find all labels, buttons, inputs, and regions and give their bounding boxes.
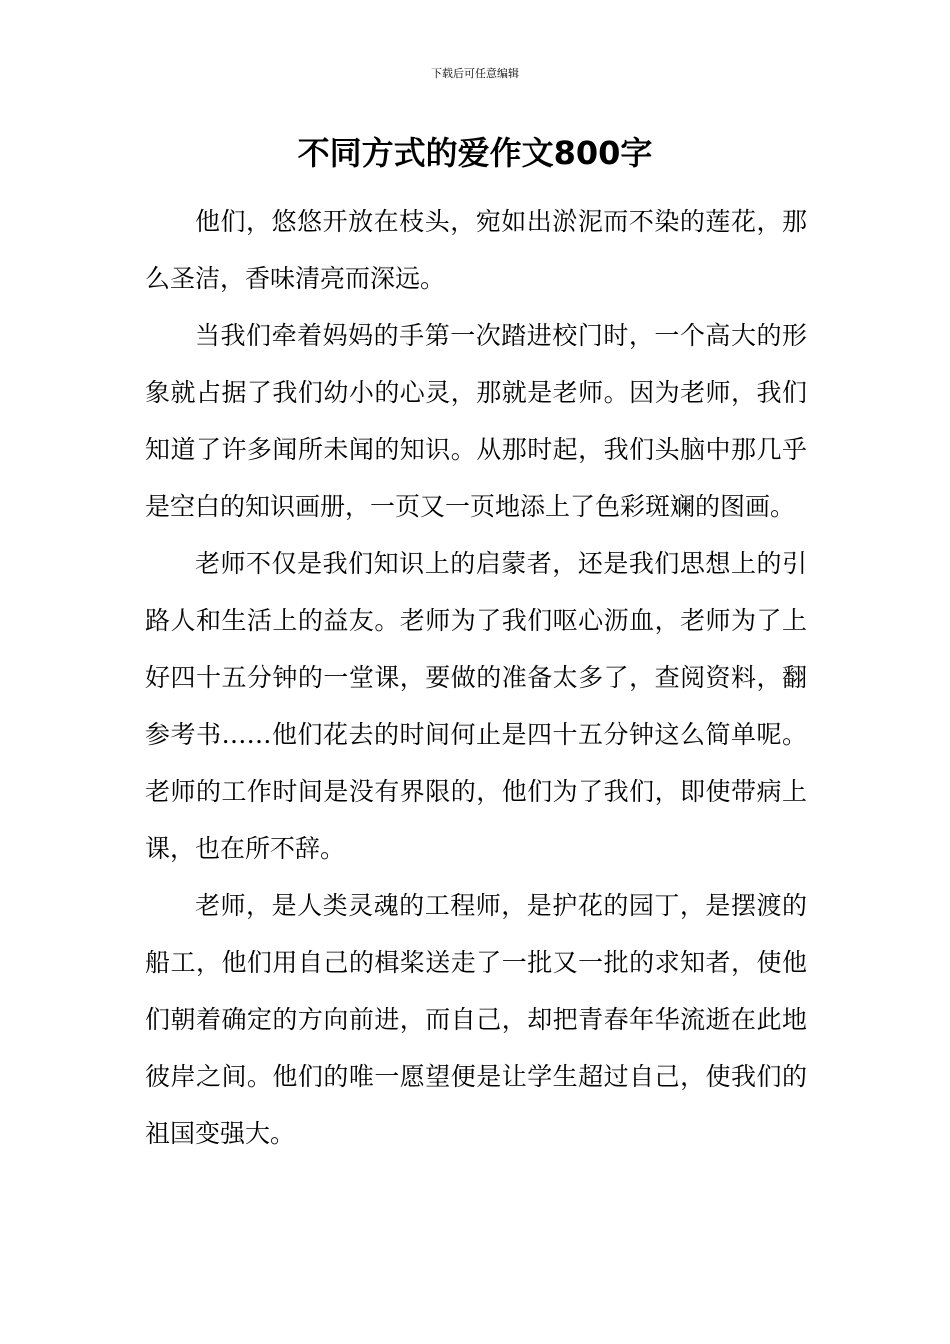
article-body (145, 193, 807, 1162)
paragraph-3: 老师不仅是我们知识上的启蒙者，还是我们思想上的引路人和生活上的益友。老师为了我们呕心沥血，老师为了上好四十五分钟的一堂课，要做的准备太多了，查阅资料，翻参考书……他们花去的时间何止是四十五分钟这么简单呢。老师的工作时间是没有界限的，他们为了我们，即使带病上课，也在所不辞。 (145, 549, 807, 863)
paragraph-1: 他们，悠悠开放在枝头，宛如出淤泥而不染的莲花，那么圣洁，香味清亮而深远。 (145, 207, 807, 293)
paragraph-4: 老师，是人类灵魂的工程师，是护花的园丁，是摆渡的船工，他们用自己的楫桨送走了一批又一批的求知者，使他们朝着确定的方向前进，而自己，却把青春年华流逝在此地彼岸之间。他们的唯一愿望便是让学生超过自己，使我们的祖国变强大。 (145, 891, 807, 1148)
header-note: 下载后可任意编辑 (431, 67, 519, 80)
document-title: 不同方式的爱作文800字 (297, 134, 653, 172)
paragraph-2: 当我们牵着妈妈的手第一次踏进校门时，一个高大的形象就占据了我们幼小的心灵，那就是老师。因为老师，我们知道了许多闻所未闻的知识。从那时起，我们头脑中那几乎是空白的知识画册，一页又一页地添上了色彩斑斓的图画。 (145, 321, 807, 521)
